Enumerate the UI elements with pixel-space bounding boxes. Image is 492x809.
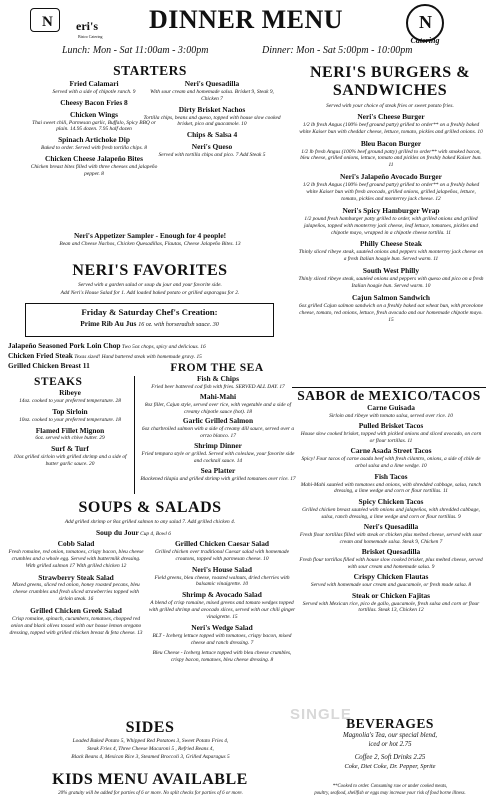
item-description: Fresh flour tortillas filled with steak or chicken plus melted cheese, served with sour cream and homemade salsa. Steak 9, Chicken 7 xyxy=(299,531,483,545)
item-description: Fresh flour tortillas filled with house slow cooked brisket, plus melted cheese, served with sour cream and homemade salsa. 9 xyxy=(299,557,483,570)
item-name: Dirty Brisket Nachos xyxy=(178,104,246,114)
item-name: Brisket Quesadilla xyxy=(361,547,421,557)
item-name: Neri's Quesadilla xyxy=(184,79,240,88)
sabor-title: SABOR de MEXICO/TACOS xyxy=(297,388,481,403)
food-warning-2: poultry, seafood, shellfish or eggs may increase your risk of food borne illness. xyxy=(314,791,466,796)
item-description: Served with Mexican rice, pico de gallo, guacamole, fresh salsa and corn or flour tortillas. Steak 13, Chicken 12 xyxy=(302,600,480,614)
item-name: Pulled Brisket Tacos xyxy=(358,421,424,431)
sea-item xyxy=(140,467,296,483)
catering-logo: N xyxy=(406,4,444,42)
item-description: BLT - Iceberg lettuce topped with tomatoes, crispy bacon, mixed cheese and ranch dressing. 7 xyxy=(152,632,292,646)
item-description: Thai sweet chili, Parmesan garlic, Buffalo, Spicy BBQ or plain. 14.95 dozen. 7.95 half dozen xyxy=(32,119,156,133)
soups-note: Add grilled shrimp or 8oz grilled salmon to any salad 7. Add grilled chicken 4. xyxy=(64,519,236,525)
burger-item xyxy=(298,173,484,203)
salad-item xyxy=(8,574,144,604)
item-name: Ribeye xyxy=(59,388,81,397)
beverage-coffee: Coffee 2, Soft Drinks 2.25 xyxy=(354,754,426,761)
fav-item-chicken-fried: Chicken Fried Steak Texas sized! Hand battered steak with homemade gravy. 15 xyxy=(8,351,202,360)
item-name: Neri's House Salad xyxy=(192,564,252,574)
burger-item xyxy=(298,140,484,170)
item-name: Top Sirloin xyxy=(52,406,88,416)
menu-title: DINNER MENU xyxy=(149,5,343,34)
steaks-list xyxy=(8,389,132,471)
item-description: House slow cooked brisket, topped with pickled onions and sliced avocado, on corn or flour tortillas. 11 xyxy=(300,431,482,445)
item-description: Tortilla chips, beans and queso, topped with house slow cooked brisket, pico and guacamole. 10 xyxy=(143,114,281,128)
item-name: Shrimp & Avocado Salad xyxy=(182,590,262,600)
item-description: 10oz. cooked to your preferred temperature. 18 xyxy=(19,416,121,423)
favorites-note-2: Add Neri's House Salad for 1. Add loaded baked potato or grilled asparagus for 2. xyxy=(60,290,240,296)
item-description: Sirloin and ribeye with tomato salsa, served over rice. 10 xyxy=(329,412,453,419)
item-name: South West Philly xyxy=(362,266,420,276)
item-description: 1/2 lb fresh Angus (100% beef ground patty) grilled to order** on a freshly baked white Kaiser bun with fresh avocado, grilled onions, grilled jalapeños, lettuce, tomato, pickles and monterrey jack cheese. 12 xyxy=(302,182,480,202)
favorites-title: NERI'S FAVORITES xyxy=(72,262,228,279)
item-description: Chicken breast bites filled with three cheeses and jalapeño pepper. 8 xyxy=(30,164,158,177)
starter-item xyxy=(30,136,158,152)
burger-item xyxy=(298,294,484,324)
sabor-item xyxy=(298,592,484,615)
beverage-tea-price: iced or hot 2.75 xyxy=(368,741,412,748)
item-name: Carne Asada Street Tacos xyxy=(350,446,432,456)
item-name: Cajun Salmon Sandwich xyxy=(351,292,431,302)
sabor-item xyxy=(298,447,484,470)
item-name: Garlic Grilled Salmon xyxy=(182,416,254,426)
sabor-item xyxy=(298,404,484,420)
salad-item xyxy=(148,540,296,563)
item-description: Field greens, bleu cheese, roasted walnuts, dried cherries with balsamic vinaigrette. 10 xyxy=(154,574,290,588)
fav-item-grilled-chicken: Grilled Chicken Breast 11 xyxy=(8,361,90,370)
lunch-hours: Lunch: Mon - Sat 11:00am - 3:00pm xyxy=(62,45,209,56)
salads-right-column xyxy=(148,540,296,666)
item-description: Bleu Cheese - Iceberg lettuce topped with bleu cheese crumbles, crispy bacon, tomatoes, bleu cheese dressing. 8 xyxy=(152,649,292,663)
catering-label: Catering xyxy=(410,36,440,45)
item-description: Thinly sliced ribeye steak, sautéed onions and peppers with queso and pico on a fresh Italian hoagie bun. Served warm. 10 xyxy=(298,276,484,289)
steaks-title: STEAKS xyxy=(34,376,83,388)
sabor-item xyxy=(298,548,484,571)
food-warning-1: **Cooked to order. Consuming raw or under cooked meats, xyxy=(332,784,448,789)
sea-item xyxy=(140,393,296,416)
steak-item xyxy=(8,389,132,405)
burger-item xyxy=(298,240,484,263)
burger-item xyxy=(298,113,484,136)
burgers-title-2: SANDWICHES xyxy=(332,82,448,99)
item-name: Neri's Spicy Hamburger Wrap xyxy=(342,205,440,215)
salad-item xyxy=(148,624,296,647)
chef-special-box xyxy=(25,303,274,337)
sabor-item xyxy=(298,573,484,589)
dinner-hours: Dinner: Mon - Sat 5:00pm - 10:00pm xyxy=(262,45,413,56)
item-description: Blackened tilapia and grilled shrimp with grilled tomatoes over rice. 17 xyxy=(140,475,296,482)
starter-item xyxy=(142,143,282,159)
item-description: 6oz grilled Cajun salmon sandwich on a freshly baked oat wheat bun, with provolone cheese, tomato, red onions, lettuce, fresh avocado and our homemade chipotle mayo. 15 xyxy=(298,302,484,323)
item-description: Baked to order. Served with fresh tortilla chips. 8 xyxy=(41,145,147,152)
item-name: Neri's Cheese Burger xyxy=(357,112,425,121)
item-name: Chips & Salsa 4 xyxy=(186,130,238,140)
item-name: Bleu Bacon Burger xyxy=(360,138,422,148)
item-name: Spicy Chicken Tacos xyxy=(358,496,424,506)
item-description: 8oz fillet, Cajun style, served over rice, with vegetable and a side of creamy chipotle sauce (hot). 18 xyxy=(144,401,292,415)
item-name: Flamed Fillet Mignon xyxy=(35,425,105,435)
item-name: Fish Tacos xyxy=(374,471,408,481)
item-description: Thinly sliced ribeye steak, sautéed onions and peppers with monterrey jack cheese on a fresh Italian hoagie bun. Served warm. 11 xyxy=(298,249,484,263)
item-description: Fried tempura style or grilled. Served with coleslaw, your favorite side and cocktail sauce. 14 xyxy=(141,451,295,464)
sides-line-1: Loaded Baked Potato 5, Whipped Red Potatoes 3, Sweet Potato Fries 4, xyxy=(72,738,229,744)
item-description: 6oz charbroiled salmon with a side of creamy dill sauce, served over a orrzo blanco. 17 xyxy=(141,426,295,440)
item-name: Neri's Quesadilla xyxy=(363,522,419,532)
item-description: 10oz grilled sirloin with grilled shrimp and a side of butter garlic sauce. 20 xyxy=(13,454,127,468)
item-description: Grilled chicken over traditional Caesar salad with homemade croutons, topped with parmesan cheese. 10 xyxy=(155,548,289,562)
item-name: Crispy Chicken Flautas xyxy=(353,572,429,582)
burgers-note: Served with your choice of steak fries or sweet potato fries. xyxy=(326,103,454,109)
starters-title: STARTERS xyxy=(113,63,187,78)
salads-left-column xyxy=(8,540,144,641)
starters-left-column xyxy=(30,80,158,181)
item-name: Surf & Turf xyxy=(51,444,89,454)
sea-item xyxy=(140,375,296,391)
fav-item-pork: Jalapeño Seasoned Pork Loin Chop Two 5oz chops, spicy and delicious. 16 xyxy=(8,341,206,350)
beverage-tea: Magnolia's Tea, our special blend, xyxy=(342,732,438,739)
starter-item xyxy=(30,111,158,134)
sides-line-3: Black Beans 4, Mexican Rice 3, Steamed Broccoli 3, Grilled Asparagus 5 xyxy=(71,754,230,760)
sides-title: SIDES xyxy=(125,719,175,736)
logo-letter: N xyxy=(42,14,53,30)
sea-item xyxy=(140,417,296,440)
soup-du-jour: Soup du Jour Cup 4, Bowl 6 xyxy=(96,528,171,537)
item-name: Chicken Cheese Jalapeño Bites xyxy=(45,154,143,164)
sea-item xyxy=(140,442,296,465)
item-description: Served with a side of chipotle ranch. 9 xyxy=(52,88,136,95)
kids-title: KIDS MENU AVAILABLE xyxy=(52,771,248,788)
neris-logo xyxy=(30,8,122,44)
starter-item xyxy=(30,99,158,108)
sides-line-2: Steak Fries 4, Three Cheese Macaroni 5 , Refried Beans 4, xyxy=(87,746,214,752)
item-name: Cheesy Bacon Fries 8 xyxy=(60,97,128,107)
starters-right-column xyxy=(142,80,282,162)
steak-item xyxy=(8,445,132,468)
item-name: Philly Cheese Steak xyxy=(360,239,422,249)
favorites-note-1: Served with a garden salad or soup du jour and your favorite side. xyxy=(78,282,222,288)
item-name: Strawberry Steak Salad xyxy=(38,572,114,582)
salad-item xyxy=(148,566,296,589)
chef-special-title: Friday & Saturday Chef's Creation: xyxy=(81,307,218,317)
item-description: A blend of crisp romaine, mixed greens and tomato wedges topped with grilled shrimp and avocado slices, served with our chili ginger vinaigrette. 15 xyxy=(148,600,296,621)
item-description: Served with homemade sour cream and guacamole, or fresh made salsa. 8 xyxy=(310,582,472,589)
burger-item xyxy=(298,267,484,290)
sabor-list xyxy=(298,404,484,617)
sampler-item: Neri's Appetizer Sampler - Enough for 4 people! Bean and Cheese Nachos, Chicken Quesadillas, Flautas, Cheese Jalapeño Bites. 13 xyxy=(59,231,241,247)
item-name: Neri's Wedge Salad xyxy=(191,622,253,632)
steak-item xyxy=(8,408,132,424)
starter-item xyxy=(142,106,282,129)
item-name: Chicken Wings xyxy=(70,109,118,119)
item-description: Mixed greens, sliced red onion, honey roasted pecans, bleu cheese crumbles and fresh sliced strawberries topped with sirloin steak. 16 xyxy=(12,582,140,603)
item-name: Mahi-Mahi xyxy=(199,391,237,401)
sea-title: FROM THE SEA xyxy=(170,362,264,374)
sabor-item xyxy=(298,473,484,496)
burgers-title-1: NERI'S BURGERS & xyxy=(309,64,471,81)
starter-item xyxy=(30,155,158,178)
beverages-title: BEVERAGES xyxy=(346,716,434,731)
steak-item xyxy=(8,427,132,443)
salad-item xyxy=(148,650,296,664)
item-name: Neri's Jalapeño Avocado Burger xyxy=(340,172,442,182)
sabor-item xyxy=(298,523,484,546)
item-description: Fresh romaine, red onion, tomatoes, crispy bacon, bleu cheese crumbles and a whole egg. Served with buttermilk dressing. With grilled salmon 17 With grilled chicken 12 xyxy=(8,548,144,569)
salad-item xyxy=(8,540,144,570)
sea-list xyxy=(140,375,296,485)
burger-item xyxy=(298,207,484,237)
item-name: Grilled Chicken Caesar Salad xyxy=(174,539,270,548)
item-name: Sea Platter xyxy=(200,465,236,475)
item-description: Spicy! Four tacos of carne asada beef with fresh cilantro, onions, a side of chile de arbol salsa and a lime wedge. 10 xyxy=(301,456,481,470)
kids-note: 20% gratuity will be added for parties of 6 or more. No split checks for parties of 6 or more. xyxy=(58,791,243,796)
item-description: Crisp romaine, spinach, cucumbers, tomatoes, chopped red onion and black olives tossed with our house lemon oregano dressing, topped with grilled chicken breast & feta cheese. 13 xyxy=(9,616,143,636)
item-name: Neri's Queso xyxy=(191,142,233,152)
item-name: Cobb Salad xyxy=(57,539,95,548)
item-description: Grilled chicken breast sautéed with onions and jalapeños, with shredded cabbage, salsa, ranch dressing, a lime wedge and corn or flour tortillas. 9 xyxy=(302,506,480,520)
soups-title: SOUPS & SALADS xyxy=(78,499,222,516)
item-description: 6oz. served with chive butter. 29 xyxy=(35,435,105,442)
item-name: Fish & Chips xyxy=(197,374,239,383)
item-name: Carne Guisada xyxy=(367,403,415,412)
watermark: SINGLE xyxy=(290,706,352,723)
starter-item xyxy=(30,80,158,96)
item-description: 1/2 pound fresh hamburger patty grilled to order, with grilled onions and grilled jalapeños, topped with monterrey jack cheese, leaf lettuce, tomatoes, pickles and chipotle mayo, wrapped in a chipotle cheese tortilla. 11 xyxy=(303,215,479,236)
sabor-item xyxy=(298,422,484,445)
starter-item xyxy=(142,131,282,140)
item-name: Grilled Chicken Greek Salad xyxy=(30,606,122,616)
salad-item xyxy=(8,607,144,637)
chef-special-item: Prime Rib Au Jus 16 oz. with horseradish sauce. 30 xyxy=(80,319,219,329)
item-description: 14oz. cooked to your preferred temperature. 28 xyxy=(19,397,121,404)
burgers-list xyxy=(298,113,484,327)
item-description: Mahi-Mahi sautéed with tomatoes and onions, with shredded cabbage, salsa, ranch dressing, a lime wedge and corn or flour tortillas. 11 xyxy=(300,481,482,495)
item-description: 1/2 lb fresh Angus (100% beef ground patty) grilled to order** on a freshly baked white Kaiser bun with cheddar cheese, lettuce, tomato, pickles and grilled onions. 10 xyxy=(299,121,483,135)
salad-item xyxy=(148,591,296,621)
logo-name: eri's xyxy=(76,19,98,33)
item-name: Shrimp Dinner xyxy=(194,441,242,451)
item-description: Served with tortilla chips and pico. 7 Add Steak 5 xyxy=(158,152,266,159)
item-description: With sour cream and homemade salsa. Brisket 9, Steak 9, Chicken 7 xyxy=(150,88,274,102)
sabor-item xyxy=(298,498,484,521)
logo-subtitle: Bistro Catering xyxy=(78,34,103,39)
item-name: Spinach Artichoke Dip xyxy=(58,135,130,145)
beverage-sodas: Coke, Diet Coke, Dr. Pepper, Sprite xyxy=(344,763,436,770)
item-name: Steak or Chicken Fajitas xyxy=(351,590,431,600)
item-name: Fried Calamari xyxy=(69,79,119,88)
item-description: Fried beer battered cod fish with fries. SERVED ALL DAY. 17 xyxy=(151,383,285,390)
item-description: 1/2 lb fresh Angus (100% beef ground patty) grilled to order** with smoked bacon, bleu cheese, grilled onions, lettuce, tomato and pickles on freshly baked Kaiser bun. 11 xyxy=(300,148,482,169)
starter-item xyxy=(142,80,282,103)
